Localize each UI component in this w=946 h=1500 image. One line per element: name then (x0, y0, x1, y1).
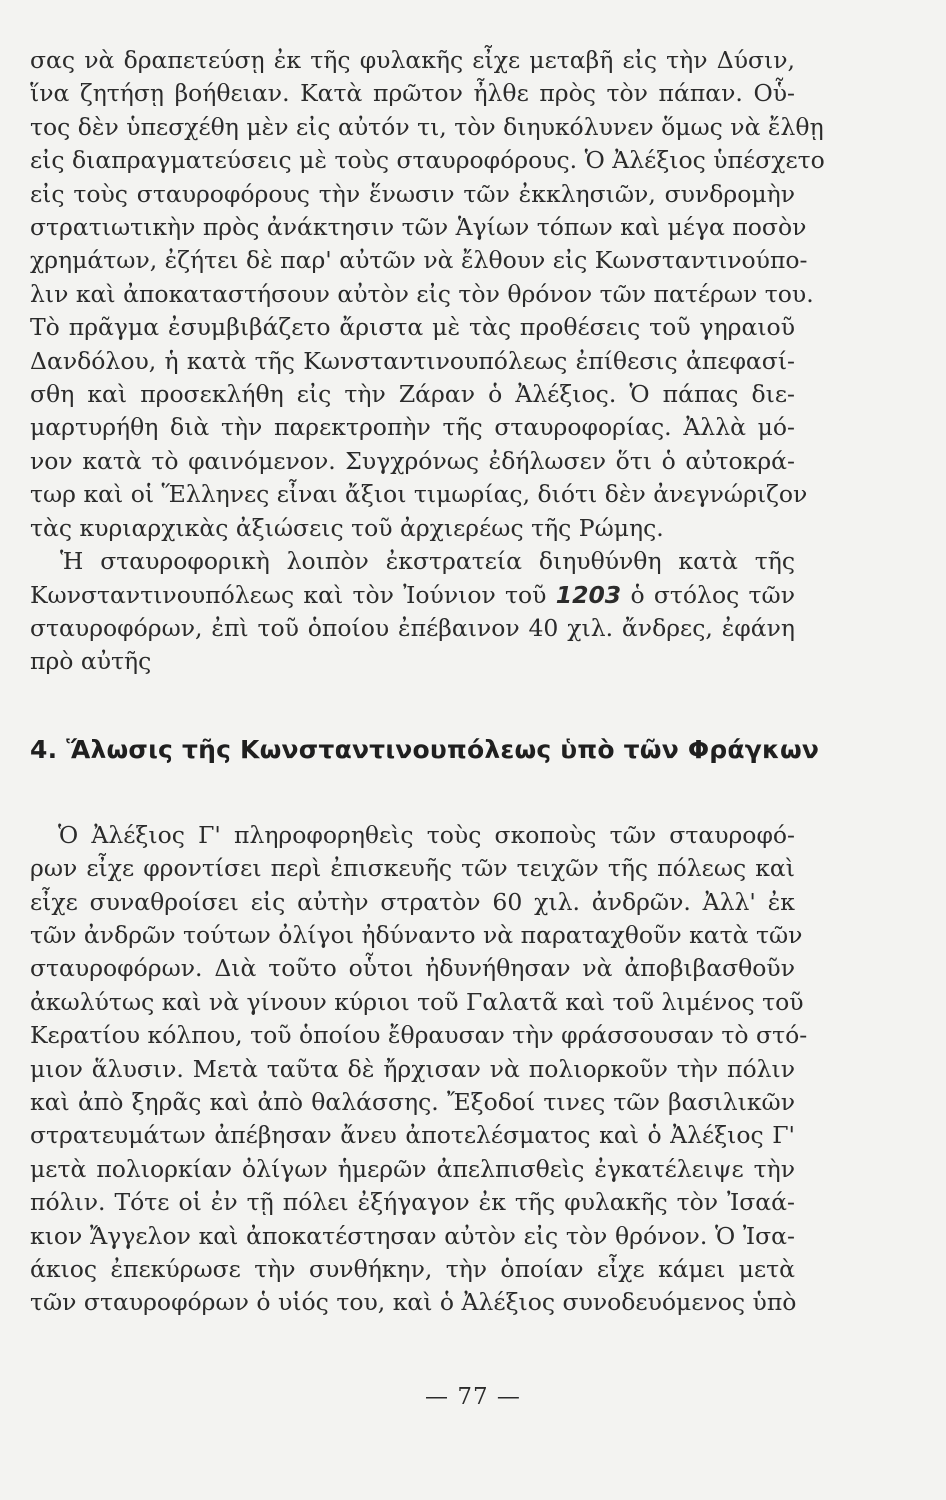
text-line: λιν καὶ ἀποκαταστήσουν αὐτὸν εἰς τὸν θρόνον τῶν πατέρων του. (30, 279, 814, 308)
text-line: τος δὲν ὑπεσχέθη μὲν εἰς αὐτόν τι, τὸν διηυκόλυνεν ὅμως νὰ ἔλθῃ (30, 112, 824, 141)
text-line: Τὸ πρᾶγμα ἐσυμβιβάζετο ἄριστα μὲ τὰς προθέσεις τοῦ γηραιοῦ (30, 313, 795, 342)
text-line: πρὸ αὐτῆς (30, 647, 152, 676)
text-line: καὶ ἀπὸ ξηρᾶς καὶ ἀπὸ θαλάσσης. Ἔξοδοί τινες τῶν βασιλικῶν (30, 1087, 795, 1116)
text-line: ρων εἶχε φροντίσει περὶ ἐπισκευῆς τῶν τειχῶν τῆς πόλεως καὶ (30, 854, 795, 883)
text-line: Ἡ σταυροφορικὴ λοιπὸν ἐκστρατεία διηυθύνθη κατὰ τῆς (60, 547, 795, 576)
text-fragment: ὁ στόλος τῶν (630, 580, 795, 609)
text-line: Δανδόλου, ἡ κατὰ τῆς Κωνσταντινουπόλεως ἐπίθεσις ἀπεφασί- (30, 346, 795, 375)
text-fragment: Κωνσταντινουπόλεως καὶ τὸν Ἰούνιον τοῦ (30, 580, 547, 609)
text-line: χρημάτων, ἐζήτει δὲ παρ' αὐτῶν νὰ ἔλθουν εἰς Κωνσταντινούπο- (30, 246, 808, 275)
text-line: εἰς τοὺς σταυροφόρους τὴν ἕνωσιν τῶν ἐκκλησιῶν, συνδρομὴν (30, 179, 795, 208)
text-line: ἀκωλύτως καὶ νὰ γίνουν κύριοι τοῦ Γαλατᾶ καὶ τοῦ λιμένος τοῦ (30, 987, 804, 1016)
text-line: μετὰ πολιορκίαν ὀλίγων ἡμερῶν ἀπελπισθεὶς ἐγκατέλειψε τὴν (30, 1154, 795, 1183)
text-line: τωρ καὶ οἱ Ἕλληνες εἶναι ἄξιοι τιμωρίας, διότι δὲν ἀνεγνώριζον (30, 480, 808, 509)
text-line: άκιος ἐπεκύρωσε τὴν συνθήκην, τὴν ὁποίαν εἶχε κάμει μετὰ (30, 1255, 795, 1283)
text-line: σθη καὶ προσεκλήθη εἰς τὴν Ζάραν ὁ Ἀλέξιος. Ὁ πάπας διε- (30, 380, 795, 409)
text-line: Κερατίου κόλπου, τοῦ ὁποίου ἔθραυσαν τὴν φράσσουσαν τὸ στό- (30, 1021, 808, 1050)
text-line: σταυροφόρων, ἐπὶ τοῦ ὁποίου ἐπέβαινον 40 χιλ. ἄνδρες, ἐφάνη (30, 613, 795, 642)
year-1203: 1203 (555, 580, 622, 609)
section-heading: 4. Ἅλωσις τῆς Κωνσταντινουπόλεως ὑπὸ τῶν Φράγκων (30, 734, 820, 764)
paragraph-2 (30, 545, 795, 679)
text-line: μαρτυρήθη διὰ τὴν παρεκτροπὴν τῆς σταυροφορίας. Ἀλλὰ μό- (30, 413, 795, 442)
page-number: — 77 — (425, 1384, 521, 1410)
text-line: νον κατὰ τὸ φαινόμενον. Συγχρόνως ἐδήλωσεν ὅτι ὁ αὐτοκρά- (30, 446, 795, 475)
text-line: εἰς διαπραγματεύσεις μὲ τοὺς σταυροφόρους. Ὁ Ἀλέξιος ὑπέσχετο (30, 146, 825, 175)
text-line: ἵνα ζητήσῃ βοήθειαν. Κατὰ πρῶτον ἦλθε πρὸς τὸν πάπαν. Οὗ- (30, 79, 795, 108)
text-line: εἶχε συναθροίσει εἰς αὐτὴν στρατὸν 60 χιλ. ἀνδρῶν. Ἀλλ' ἐκ (30, 887, 795, 916)
text-line: Ὁ Ἀλέξιος Γ' πληροφορηθεὶς τοὺς σκοποὺς τῶν σταυροφό- (58, 820, 795, 849)
text-line: τῶν σταυροφόρων ὁ υἱός του, καὶ ὁ Ἀλέξιος συνοδευόμενος ὑπὸ (30, 1288, 797, 1317)
paragraph-3 (30, 819, 808, 1320)
text-line: στρατιωτικὴν πρὸς ἀνάκτησιν τῶν Ἁγίων τόπων καὶ μέγα ποσὸν (30, 213, 807, 242)
text-line: σας νὰ δραπετεύσῃ ἐκ τῆς φυλακῆς εἶχε μεταβῆ εἰς τὴν Δύσιν, (30, 46, 795, 74)
text-line: κιον Ἄγγελον καὶ ἀποκατέστησαν αὐτὸν εἰς τὸν θρόνον. Ὁ Ἰσα- (30, 1221, 795, 1250)
text-line: τὰς κυριαρχικὰς ἀξιώσεις τοῦ ἀρχιερέως τῆς Ρώμης. (30, 513, 664, 542)
text-line: τῶν ἀνδρῶν τούτων ὀλίγοι ἠδύναντο νὰ παραταχθοῦν κατὰ τῶν (30, 920, 803, 949)
text-line: μιον ἅλυσιν. Μετὰ ταῦτα δὲ ἤρχισαν νὰ πολιορκοῦν τὴν πόλιν (30, 1054, 795, 1083)
text-line: σταυροφόρων. Διὰ τοῦτο οὗτοι ἠδυνήθησαν νὰ ἀποβιβασθοῦν (30, 954, 795, 983)
paragraph-1 (30, 44, 825, 545)
page-body (30, 44, 825, 1320)
text-line: πόλιν. Τότε οἱ ἐν τῇ πόλει ἐξήγαγον ἐκ τῆς φυλακῆς τὸν Ἰσαά- (30, 1188, 795, 1217)
text-line: στρατευμάτων ἀπέβησαν ἄνευ ἀποτελέσματος καὶ ὁ Ἀλέξιος Γ' (30, 1121, 795, 1150)
text-line-with-year (30, 579, 795, 612)
